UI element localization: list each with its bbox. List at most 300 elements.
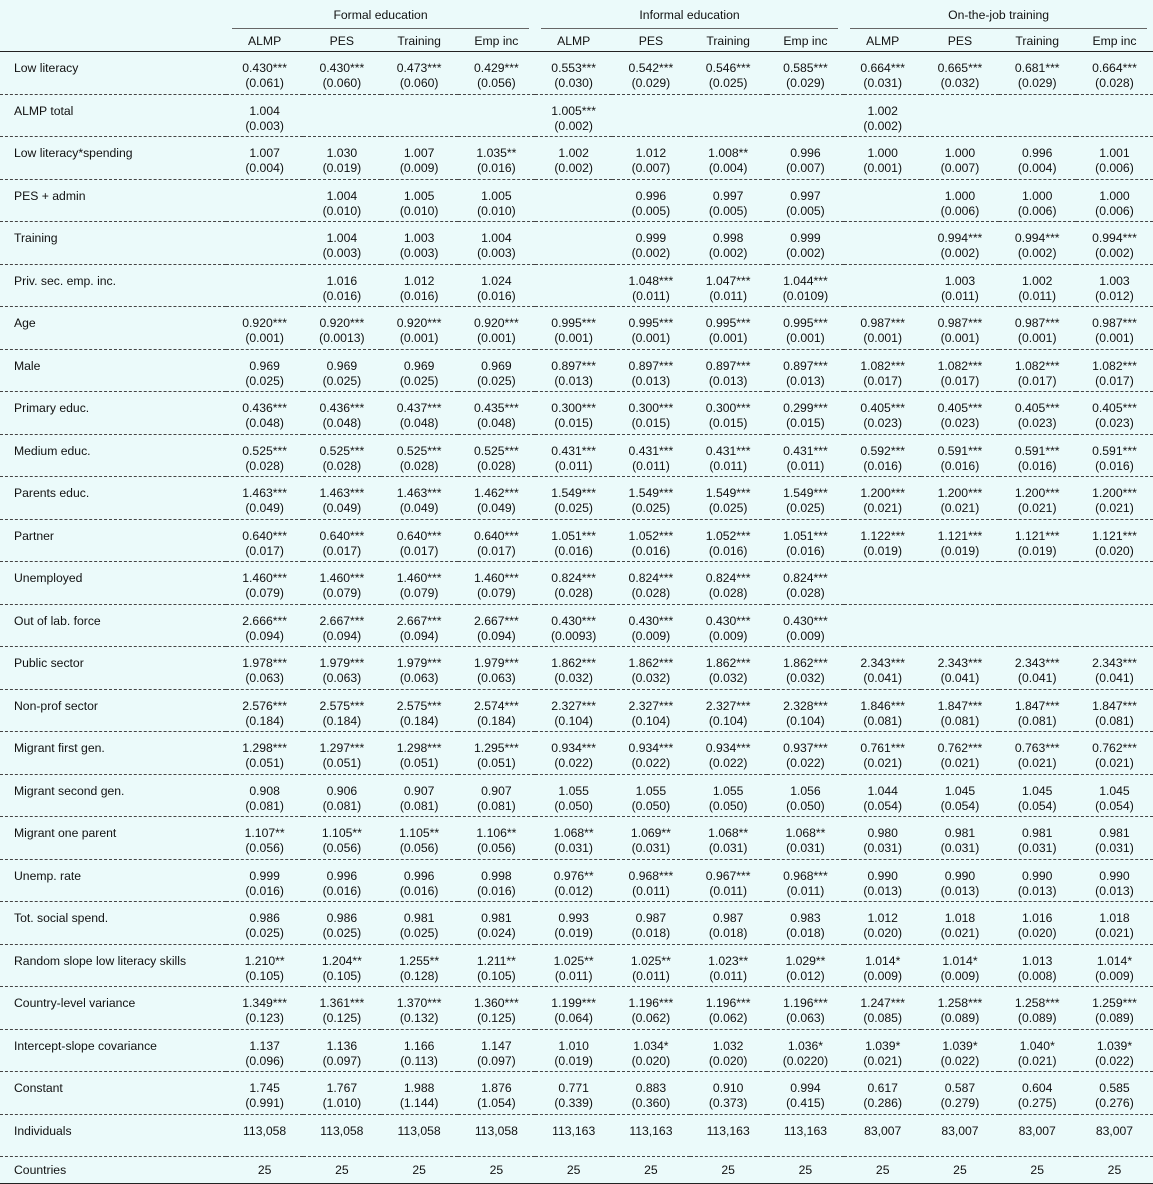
table-cell [690,562,767,605]
standard-error-value: (0.028) [631,586,671,600]
coefficient-value: 0.897*** [628,358,674,373]
coefficient-value: 1.014* [865,953,901,968]
standard-error-value: (0.029) [1017,76,1057,90]
standard-error-value: (0.016) [786,543,825,558]
standard-error-value: (0.049) [322,501,362,515]
standard-error-value: (0.056) [399,841,439,855]
coefficient-value: 0.920*** [242,316,287,330]
standard-error-value: (0.016) [322,288,362,303]
coefficient-value: 1.007 [249,146,280,160]
standard-error-value: (0.081) [1095,713,1134,728]
table-cell [226,94,303,137]
coefficient-value: 1.000 [944,188,976,203]
table-cell [226,562,303,605]
table-cell [1076,179,1153,222]
coefficient-value: 1.069** [630,826,671,840]
table-cell [535,52,612,95]
coefficient-value: 0.987 [635,911,667,925]
table-row [0,519,1153,562]
table-cell [1076,349,1153,392]
standard-error-value: (0.017) [322,543,362,558]
coefficient-value: 0.437*** [396,401,442,415]
coefficient-value: 2.327*** [705,698,751,713]
standard-error-value: (0.003) [399,246,439,260]
table-cell [921,434,998,477]
table-cell [1076,562,1153,605]
coefficient-value: 1.055 [712,783,744,798]
table-cell [303,349,380,392]
coefficient-value: 0.824*** [705,571,751,585]
coefficient-value: 0.996 [1021,146,1053,160]
coefficient-value: 0.897*** [783,358,828,373]
standard-error-value: (0.991) [245,1096,284,1110]
coefficient-value: 0.591*** [937,443,983,458]
standard-error-value: (0.001) [863,331,903,345]
table-cell [1076,52,1153,95]
coefficient-value: 0.300*** [551,401,597,415]
table-cell [226,137,303,180]
coefficient-value: 0.907 [481,783,512,798]
coefficient-value: 0.300*** [628,401,674,415]
table-cell [381,1114,458,1157]
table-row [0,732,1153,775]
standard-error-value: (0.018) [631,926,671,940]
coefficient-value: 2.667*** [474,613,519,628]
table-cell [921,859,998,902]
standard-error-value: (0.081) [399,798,439,813]
coefficient-value: 113,163 [629,1123,673,1138]
table-cell [226,987,303,1030]
coefficient-value: 25 [566,1162,581,1177]
coefficient-value: 0.981 [1021,826,1053,840]
coefficient-value: 1.013 [1021,953,1053,968]
standard-error-value: (0.064) [554,1011,593,1025]
table-cell [767,817,844,860]
table-cell [226,307,303,350]
table-cell [921,307,998,350]
table-cell [303,562,380,605]
coefficient-value: 1.847*** [937,698,983,713]
coefficient-value: 2.327*** [628,698,674,713]
table-cell [535,1157,612,1184]
table-cell [226,222,303,265]
coefficient-value: 1.052*** [705,528,751,543]
coefficient-value: 0.824*** [783,571,828,585]
table-cell [844,604,921,647]
coefficient-value: 0.987*** [860,316,906,330]
standard-error-value: (0.005) [631,203,671,218]
row-label: Male [14,358,41,373]
coefficient-value: 83,007 [1095,1123,1134,1138]
standard-error-value: (0.048) [399,416,439,430]
standard-error-value: (0.015) [631,416,671,430]
table-cell [612,137,689,180]
table-cell [690,859,767,902]
standard-error-value: (0.079) [477,586,516,600]
table-cell [999,902,1076,945]
table-cell [844,264,921,307]
table-cell [921,817,998,860]
table-cell [690,519,767,562]
coefficient-value: 0.591*** [1014,443,1060,458]
table-cell [612,647,689,690]
table-cell [767,52,844,95]
standard-error-value: (0.104) [786,713,825,728]
coefficient-value: 0.995*** [783,316,828,330]
table-cell [535,392,612,435]
table-cell [458,774,535,817]
table-cell [226,1157,303,1184]
table-cell [767,349,844,392]
standard-error-value: (0.028) [245,458,284,473]
standard-error-value: (0.031) [554,841,593,855]
coefficient-value: 1.016 [1021,911,1053,925]
standard-error-value: (0.050) [554,798,593,813]
coefficient-value: 0.998 [712,231,744,245]
coefficient-value: 0.431*** [705,443,751,458]
coefficient-value: 0.986 [326,911,358,925]
table-cell [612,944,689,987]
coefficient-value: 0.897*** [705,358,751,373]
standard-error-value: (0.009) [940,968,980,983]
table-cell [226,944,303,987]
coefficient-value: 0.920*** [396,316,442,330]
standard-error-value: (0.024) [477,926,516,940]
standard-error-value: (1.054) [477,1096,516,1110]
coefficient-value: 1.024 [481,273,512,288]
coefficient-value: 1.460*** [242,571,287,585]
coefficient-value: 0.990 [1099,868,1130,883]
coefficient-value: 0.585 [1099,1081,1130,1095]
standard-error-value: (0.032) [940,76,980,90]
coefficient-value: 0.762*** [937,741,983,755]
standard-error-value: (0.002) [940,246,980,260]
standard-error-value: (0.184) [245,713,284,728]
standard-error-value: (0.013) [554,373,593,388]
coefficient-value: 1.014* [1096,953,1133,968]
coefficient-value: 1.052*** [628,528,674,543]
standard-error-value: (0.017) [863,373,903,388]
coefficient-value: 0.967*** [705,868,751,883]
column-header-label [0,30,226,52]
standard-error-value: (0.016) [399,288,439,303]
coefficient-value: 1.259*** [1092,996,1137,1010]
standard-error-value: (0.012) [1095,288,1134,303]
coefficient-value: 1.012 [403,273,435,288]
standard-error-value: (0.023) [1017,416,1057,430]
table-cell [303,1072,380,1115]
coefficient-value: 0.640*** [474,528,519,543]
standard-error-value: (0.005) [786,203,825,218]
coefficient-value: 83,007 [941,1123,979,1138]
table-cell [690,434,767,477]
standard-error-value: (0.104) [631,713,671,728]
table-cell [303,434,380,477]
table-cell [690,1029,767,1072]
coefficient-value: 0.999 [249,868,280,883]
table-cell [844,1114,921,1157]
coefficient-value: 1.460*** [396,571,442,585]
coefficient-value: 0.525*** [242,443,287,458]
coefficient-value: 0.300*** [705,401,751,415]
table-cell [458,817,535,860]
standard-error-value: (0.018) [786,926,825,940]
table-cell [381,477,458,520]
coefficient-value: 1.004 [326,188,358,203]
table-cell [844,1029,921,1072]
standard-error-value: (0.011) [786,883,825,898]
table-cell [612,987,689,1030]
table-cell [612,519,689,562]
table-cell [381,732,458,775]
standard-error-value: (0.021) [1017,1053,1057,1068]
coefficient-value: 0.969 [481,358,512,373]
table-cell [535,222,612,265]
table-cell [612,179,689,222]
table-cell [535,264,612,307]
standard-error-value: (0.079) [322,586,362,600]
standard-error-value: (0.016) [1017,458,1057,473]
coefficient-value: 0.983 [790,911,821,925]
row-label: Tot. social spend. [14,911,109,925]
coefficient-value: 0.761*** [860,741,906,755]
table-cell [612,477,689,520]
table-cell [767,1029,844,1072]
row-label: Partner [14,528,54,543]
table-cell [844,137,921,180]
standard-error-value: (0.010) [477,203,516,218]
coefficient-value: 0.937*** [783,741,828,755]
table-cell [999,392,1076,435]
table-row [0,817,1153,860]
table-cell [226,52,303,95]
coefficient-value: 0.617 [867,1081,898,1095]
table-cell [381,817,458,860]
table-cell [535,859,612,902]
table-cell [535,647,612,690]
coefficient-value: 1.004 [249,103,280,118]
coefficient-value: 2.343*** [1092,656,1137,670]
coefficient-value: 25 [335,1162,349,1177]
standard-error-value: (0.104) [708,713,748,728]
row-label: Non-prof sector [14,698,98,713]
coefficient-value: 1.002 [1021,273,1053,288]
table-cell [1076,987,1153,1030]
table-cell [381,689,458,732]
row-label: Unemployed [14,571,83,585]
coefficient-value: 1.002 [867,103,898,118]
table-row [0,222,1153,265]
standard-error-value: (0.022) [631,756,671,770]
table-cell [381,604,458,647]
table-cell [381,52,458,95]
standard-error-value: (0.021) [1017,756,1057,770]
table-cell [226,349,303,392]
coefficient-value: 1.460*** [319,571,365,585]
standard-error-value: (0.097) [322,1053,362,1068]
table-cell [767,689,844,732]
standard-error-value: (0.049) [399,501,439,515]
standard-error-value: (0.019) [1017,543,1057,558]
table-cell [458,944,535,987]
coefficient-value: 1.039* [865,1038,901,1053]
column-header: PES [921,30,998,52]
standard-error-value: (0.013) [631,373,671,388]
table-cell [381,562,458,605]
table-cell [999,434,1076,477]
coefficient-value: 1.000 [1099,188,1130,203]
coefficient-value: 113,163 [706,1123,750,1138]
table-cell [844,902,921,945]
table-row [0,264,1153,307]
coefficient-value: 1.349*** [242,996,287,1010]
standard-error-value: (0.081) [477,798,516,813]
table-cell [303,604,380,647]
standard-error-value: (0.022) [786,756,825,770]
table-cell [844,987,921,1030]
table-row [0,52,1153,95]
standard-error-value: (0.021) [940,756,980,770]
table-cell [535,902,612,945]
coefficient-value: 1.745 [249,1081,280,1095]
column-header: PES [612,30,689,52]
standard-error-value: (0.089) [1017,1011,1057,1025]
standard-error-value: (0.002) [786,246,825,260]
coefficient-value: 0.920*** [474,316,519,330]
coefficient-value: 1.136 [326,1038,358,1053]
table-cell [303,179,380,222]
table-cell [767,392,844,435]
coefficient-value: 1.039* [942,1038,978,1053]
standard-error-value: (0.360) [631,1096,671,1110]
table-cell [844,179,921,222]
standard-error-value: (0.017) [477,543,516,558]
table-cell [767,307,844,350]
coefficient-value: 1.004 [481,231,512,245]
coefficient-value: 1.258*** [1014,996,1060,1010]
table-cell [767,774,844,817]
standard-error-value: (0.031) [631,841,671,855]
table-cell [458,732,535,775]
table-cell [535,94,612,137]
table-cell [690,1157,767,1184]
coefficient-value: 0.981 [1099,826,1130,840]
table-cell [458,1114,535,1157]
coefficient-value: 0.910 [712,1081,744,1095]
table-cell [767,732,844,775]
table-cell [921,1029,998,1072]
coefficient-value: 1.200*** [937,486,983,500]
coefficient-value: 0.934*** [551,741,597,755]
coefficient-value: 0.976** [553,868,594,883]
coefficient-value: 0.405*** [1092,401,1137,415]
coefficient-value: 1.196*** [705,996,751,1010]
coefficient-value: 1.047*** [705,273,751,288]
coefficient-value: 1.010 [558,1038,589,1053]
coefficient-value: 1.025** [630,953,671,968]
coefficient-value: 0.990 [1021,868,1053,883]
standard-error-value: (0.021) [863,501,903,515]
coefficient-value: 1.876 [481,1081,512,1095]
standard-error-value: (0.023) [863,416,903,430]
coefficient-value: 0.987*** [1092,316,1137,330]
coefficient-value: 0.968*** [783,868,828,883]
standard-error-value: (0.012) [786,968,825,983]
standard-error-value: (0.025) [631,501,671,515]
standard-error-value: (0.015) [554,416,593,430]
table-cell [458,477,535,520]
table-cell [767,562,844,605]
table-cell [767,179,844,222]
coefficient-value: 1.549*** [551,486,597,500]
standard-error-value: (0.004) [708,161,748,175]
standard-error-value: (0.094) [245,628,284,643]
table-cell [1076,434,1153,477]
standard-error-value: (0.050) [786,798,825,813]
table-cell [612,1157,689,1184]
table-cell [381,1072,458,1115]
table-cell [612,392,689,435]
coefficient-value: 0.771 [558,1081,589,1095]
standard-error-value: (0.009) [786,628,825,643]
table-cell [844,434,921,477]
table-cell [1076,1072,1153,1115]
standard-error-value: (0.081) [940,713,980,728]
standard-error-value: (0.028) [477,458,516,473]
standard-error-value: (0.279) [940,1096,980,1110]
table-cell [767,647,844,690]
coefficient-value: 0.908 [249,783,280,798]
standard-error-value: (0.002) [554,161,593,175]
standard-error-value: (0.002) [1017,246,1057,260]
coefficient-value: 1.147 [481,1038,512,1053]
standard-error-value: (0.013) [1095,883,1134,898]
table-cell [381,647,458,690]
standard-error-value: (0.007) [940,161,980,175]
standard-error-value: (0.016) [399,883,439,898]
coefficient-value: 1.979*** [396,656,442,670]
coefficient-value: 0.640*** [396,528,442,543]
coefficient-value: 1.003 [403,231,435,245]
coefficient-value: 1.012 [867,911,898,925]
table-cell [844,689,921,732]
standard-error-value: (0.041) [863,671,903,685]
table-cell [612,222,689,265]
coefficient-value: 0.980 [867,826,898,840]
table-cell [226,817,303,860]
standard-error-value: (0.063) [477,671,516,685]
coefficient-value: 0.883 [635,1081,667,1095]
table-cell [921,1114,998,1157]
table-row [0,647,1153,690]
coefficient-value: 1.137 [249,1038,280,1053]
table-cell [535,1029,612,1072]
coefficient-value: 2.667*** [396,613,442,628]
coefficient-value: 1.107** [244,826,285,840]
coefficient-value: 25 [644,1162,658,1177]
table-cell [1076,604,1153,647]
coefficient-value: 1.018 [1099,911,1130,925]
table-cell [767,1072,844,1115]
standard-error-value: (0.032) [554,671,593,685]
coefficient-value: 1.055 [558,783,589,798]
coefficient-value: 0.436*** [319,401,365,415]
coefficient-value: 0.664*** [860,61,906,75]
coefficient-value: 0.920*** [319,316,365,330]
standard-error-value: (0.081) [863,713,903,728]
standard-error-value: (0.123) [245,1011,284,1025]
table-cell [303,647,380,690]
